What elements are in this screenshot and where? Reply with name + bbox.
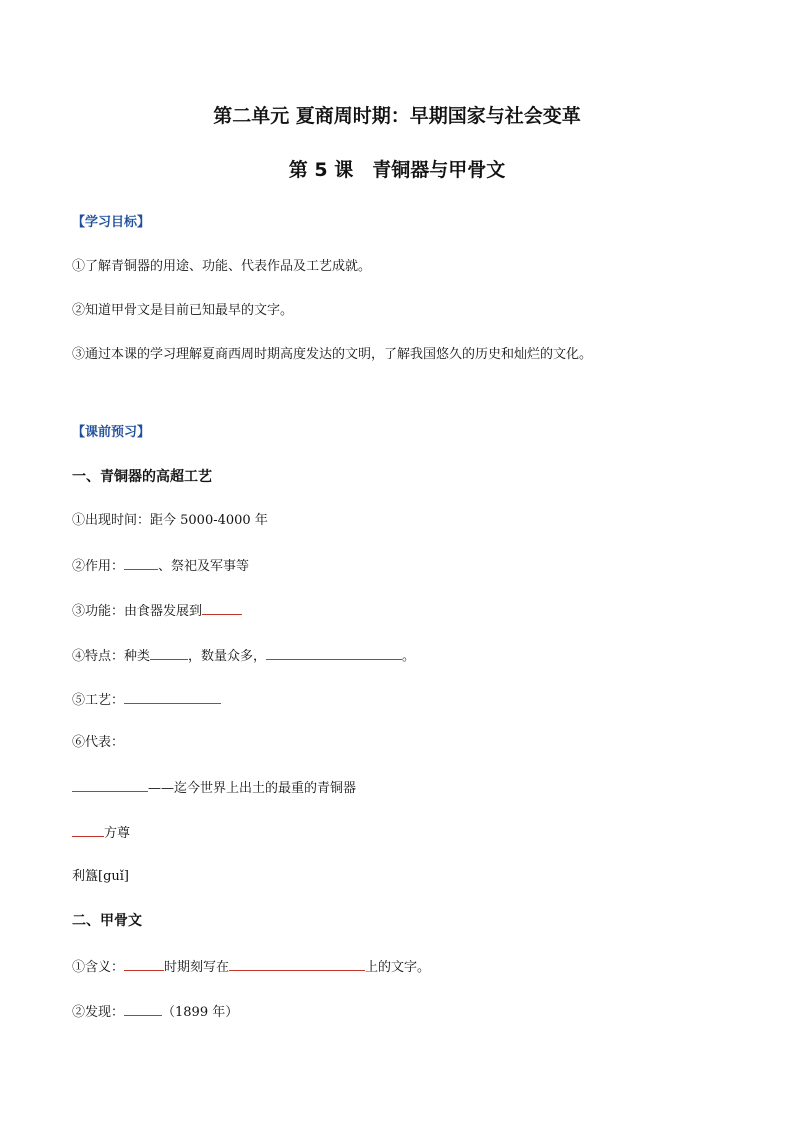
meaning-line [72, 957, 430, 977]
features-end: 。 [402, 649, 416, 664]
features-blank-1 [150, 646, 188, 660]
features-blank-2 [266, 646, 402, 660]
goal-item-2: ②知道甲骨文是目前已知最早的文字。 [72, 303, 294, 318]
features-line [72, 646, 415, 666]
discovery-year: （1899 年） [162, 1005, 239, 1020]
meaning-blank-2 [229, 957, 365, 971]
preview-header: 【课前预习】 [72, 425, 151, 440]
craft-line [72, 690, 221, 710]
function-label: ③功能：由食器发展到 [72, 604, 203, 619]
appearance-time-line: ①出现时间：距今 5000-4000 年 [72, 513, 268, 528]
oracle-bone-section-heading: 二、甲骨文 [72, 913, 142, 929]
use-suffix: 、祭祀及军事等 [158, 559, 250, 574]
representative-1-blank [72, 778, 148, 792]
representative-2-blank [72, 823, 104, 837]
discovery-label: ②发现： [72, 1005, 125, 1020]
craft-label: ⑤工艺： [72, 693, 125, 708]
lesson-title: 第 5 课 青铜器与甲骨文 [288, 159, 506, 181]
use-blank [124, 556, 158, 570]
bronze-section-heading: 一、青铜器的高超工艺 [72, 469, 212, 485]
unit-title: 第二单元 夏商周时期：早期国家与社会变革 [213, 105, 581, 127]
representative-1-line [72, 778, 356, 798]
goal-item-1: ①了解青铜器的用途、功能、代表作品及工艺成就。 [72, 259, 372, 274]
representative-2-line [72, 823, 130, 843]
function-blank [202, 601, 242, 615]
use-line [72, 556, 249, 576]
meaning-blank-1 [124, 957, 164, 971]
meaning-end: 上的文字。 [365, 960, 431, 975]
discovery-line [72, 1002, 238, 1022]
meaning-label: ①含义： [72, 960, 125, 975]
features-mid: ，数量众多， [188, 649, 267, 664]
craft-blank [124, 690, 221, 704]
learning-goals-header: 【学习目标】 [72, 215, 151, 230]
discovery-blank [124, 1002, 162, 1016]
features-label: ④特点：种类 [72, 649, 151, 664]
goal-item-3: ③通过本课的学习理解夏商西周时期高度发达的文明，了解我国悠久的历史和灿烂的文化。 [72, 347, 593, 362]
use-label: ②作用： [72, 559, 125, 574]
representative-3-line: 利簋[guǐ] [72, 869, 129, 884]
representative-2-desc: 方尊 [104, 826, 131, 841]
representative-label: ⑥代表： [72, 735, 125, 750]
function-line [72, 601, 242, 621]
meaning-mid: 时期刻写在 [164, 960, 230, 975]
representative-1-desc: ——迄今世界上出土的最重的青铜器 [148, 781, 357, 796]
